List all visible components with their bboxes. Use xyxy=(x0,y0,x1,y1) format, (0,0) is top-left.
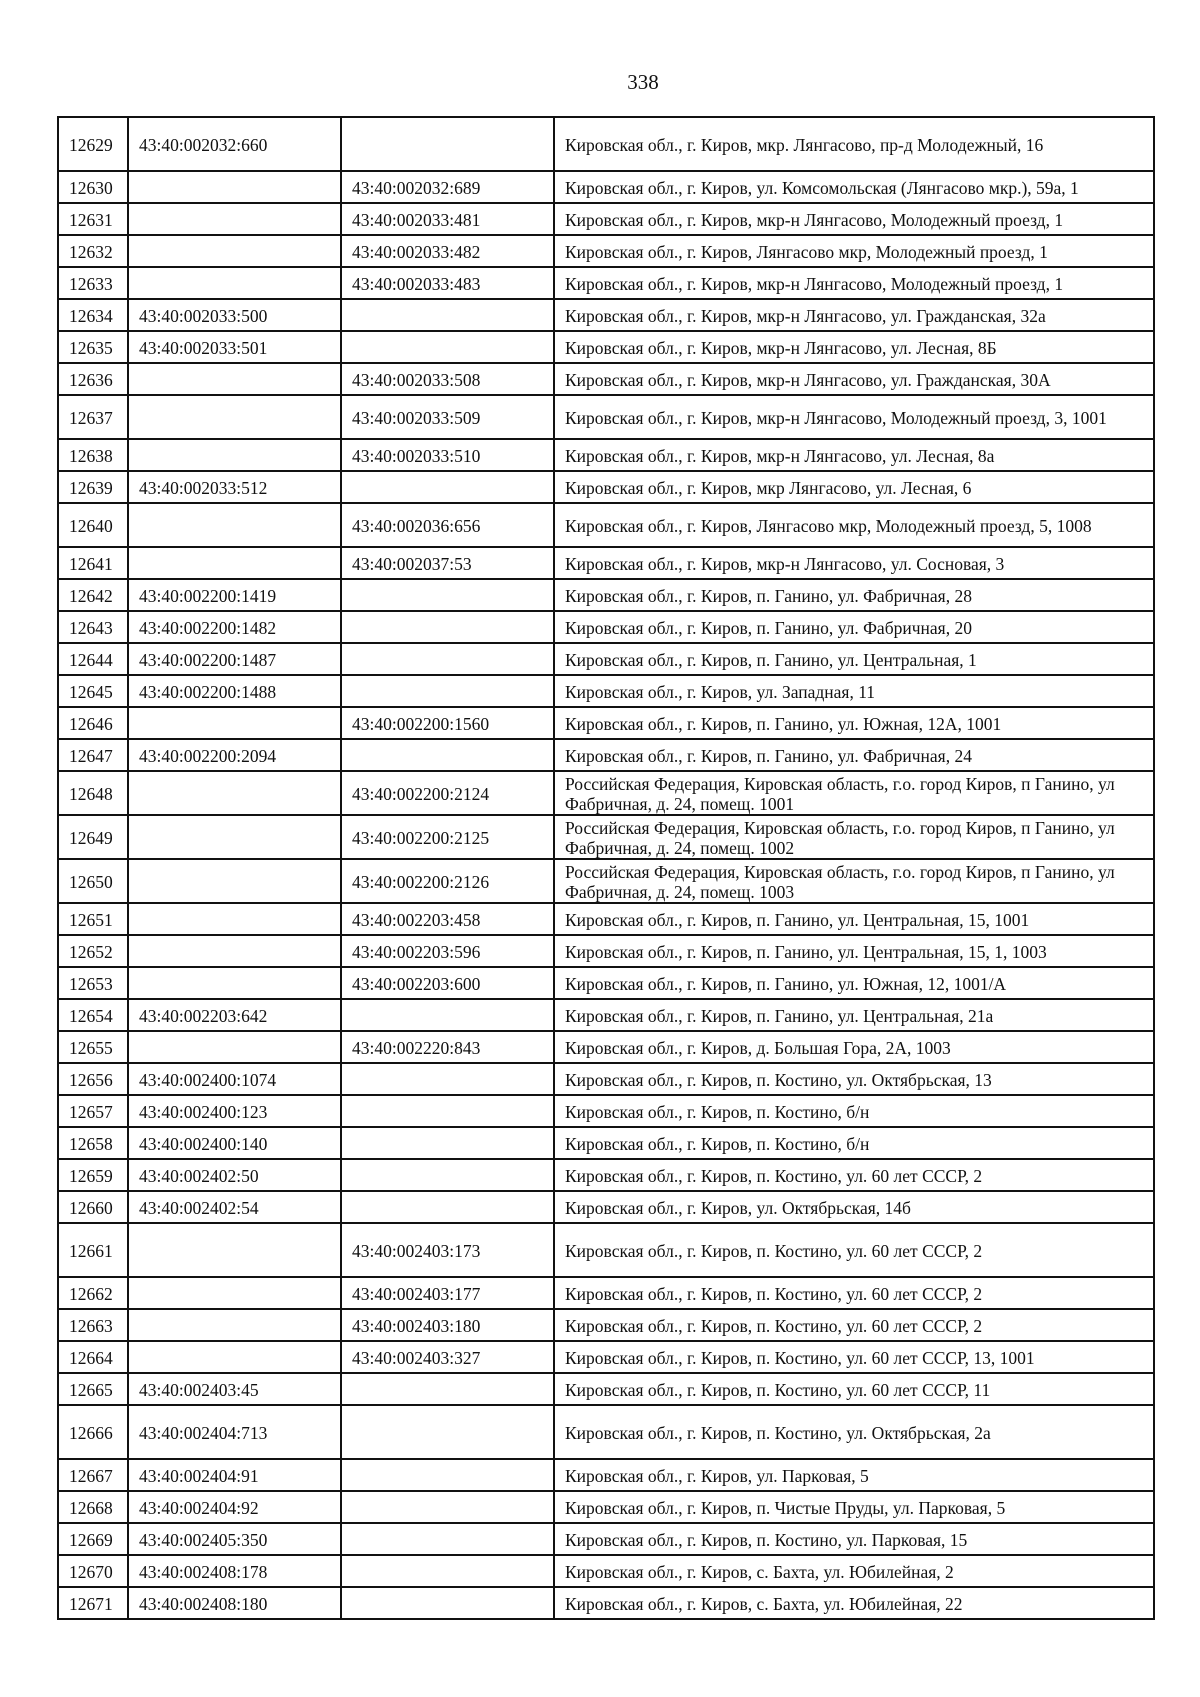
table-row xyxy=(58,771,1154,815)
land-cadastral-number-cell: 43:40:002403:45 xyxy=(128,1373,341,1405)
address-cell: Кировская обл., г. Киров, д. Большая Гора, 2А, 1003 xyxy=(554,1031,1154,1063)
address-cell: Кировская обл., г. Киров, с. Бахта, ул. Юбилейная, 2 xyxy=(554,1555,1154,1587)
building-cadastral-number-cell: 43:40:002033:509 xyxy=(341,395,554,439)
land-cadastral-number-cell: 43:40:002203:642 xyxy=(128,999,341,1031)
row-number-cell: 12662 xyxy=(58,1277,128,1309)
row-number-cell: 12636 xyxy=(58,363,128,395)
row-number-cell: 12656 xyxy=(58,1063,128,1095)
building-cadastral-number-cell xyxy=(341,1063,554,1095)
address-cell: Кировская обл., г. Киров, п. Ганино, ул. Фабричная, 20 xyxy=(554,611,1154,643)
table-row xyxy=(58,299,1154,331)
table-row xyxy=(58,935,1154,967)
building-cadastral-number-cell xyxy=(341,1459,554,1491)
registry-table xyxy=(57,116,1155,1620)
building-cadastral-number-cell xyxy=(341,331,554,363)
table-row xyxy=(58,439,1154,471)
building-cadastral-number-cell xyxy=(341,1491,554,1523)
building-cadastral-number-cell: 43:40:002037:53 xyxy=(341,547,554,579)
table-row xyxy=(58,1341,1154,1373)
land-cadastral-number-cell xyxy=(128,967,341,999)
address-cell: Кировская обл., г. Киров, п. Костино, ул. 60 лет СССР, 2 xyxy=(554,1223,1154,1277)
row-number-cell: 12644 xyxy=(58,643,128,675)
address-cell: Кировская обл., г. Киров, п. Ганино, ул. Фабричная, 24 xyxy=(554,739,1154,771)
building-cadastral-number-cell xyxy=(341,1127,554,1159)
row-number-cell: 12629 xyxy=(58,117,128,171)
table-row xyxy=(58,859,1154,903)
land-cadastral-number-cell: 43:40:002033:500 xyxy=(128,299,341,331)
address-cell: Кировская обл., г. Киров, мкр-н Лянгасово, ул. Гражданская, 30А xyxy=(554,363,1154,395)
land-cadastral-number-cell xyxy=(128,1309,341,1341)
table-row xyxy=(58,611,1154,643)
building-cadastral-number-cell xyxy=(341,1587,554,1619)
row-number-cell: 12648 xyxy=(58,771,128,815)
address-cell: Российская Федерация, Кировская область, г.о. город Киров, п Ганино, ул Фабричная, д. 24, помещ. 1002 xyxy=(554,815,1154,859)
building-cadastral-number-cell: 43:40:002203:596 xyxy=(341,935,554,967)
address-cell: Кировская обл., г. Киров, п. Костино, ул. Октябрьская, 13 xyxy=(554,1063,1154,1095)
address-cell: Кировская обл., г. Киров, п. Ганино, ул. Фабричная, 28 xyxy=(554,579,1154,611)
table-row xyxy=(58,1277,1154,1309)
building-cadastral-number-cell: 43:40:002033:481 xyxy=(341,203,554,235)
table-row xyxy=(58,999,1154,1031)
table-row xyxy=(58,1159,1154,1191)
address-cell: Кировская обл., г. Киров, Лянгасово мкр, Молодежный проезд, 1 xyxy=(554,235,1154,267)
row-number-cell: 12642 xyxy=(58,579,128,611)
table-row xyxy=(58,903,1154,935)
address-cell: Кировская обл., г. Киров, п. Костино, б/н xyxy=(554,1127,1154,1159)
land-cadastral-number-cell xyxy=(128,903,341,935)
building-cadastral-number-cell: 43:40:002200:1560 xyxy=(341,707,554,739)
land-cadastral-number-cell: 43:40:002405:350 xyxy=(128,1523,341,1555)
building-cadastral-number-cell: 43:40:002033:483 xyxy=(341,267,554,299)
table-row xyxy=(58,643,1154,675)
address-cell: Кировская обл., г. Киров, с. Бахта, ул. Юбилейная, 22 xyxy=(554,1587,1154,1619)
land-cadastral-number-cell xyxy=(128,1223,341,1277)
building-cadastral-number-cell xyxy=(341,611,554,643)
land-cadastral-number-cell xyxy=(128,935,341,967)
row-number-cell: 12668 xyxy=(58,1491,128,1523)
building-cadastral-number-cell xyxy=(341,739,554,771)
table-row xyxy=(58,1587,1154,1619)
table-row xyxy=(58,1127,1154,1159)
building-cadastral-number-cell xyxy=(341,1159,554,1191)
row-number-cell: 12632 xyxy=(58,235,128,267)
table-row xyxy=(58,1523,1154,1555)
land-cadastral-number-cell: 43:40:002408:180 xyxy=(128,1587,341,1619)
row-number-cell: 12655 xyxy=(58,1031,128,1063)
address-cell: Кировская обл., г. Киров, Лянгасово мкр, Молодежный проезд, 5, 1008 xyxy=(554,503,1154,547)
address-cell: Кировская обл., г. Киров, ул. Комсомольская (Лянгасово мкр.), 59а, 1 xyxy=(554,171,1154,203)
row-number-cell: 12649 xyxy=(58,815,128,859)
address-cell: Кировская обл., г. Киров, мкр-н Лянгасово, ул. Сосновая, 3 xyxy=(554,547,1154,579)
address-cell: Кировская обл., г. Киров, мкр Лянгасово, ул. Лесная, 6 xyxy=(554,471,1154,503)
table-row xyxy=(58,675,1154,707)
page-number: 338 xyxy=(627,70,659,94)
building-cadastral-number-cell: 43:40:002203:600 xyxy=(341,967,554,999)
table-row xyxy=(58,1555,1154,1587)
address-cell: Кировская обл., г. Киров, мкр-н Лянгасово, Молодежный проезд, 3, 1001 xyxy=(554,395,1154,439)
building-cadastral-number-cell: 43:40:002032:689 xyxy=(341,171,554,203)
address-cell: Кировская обл., г. Киров, п. Костино, ул. 60 лет СССР, 2 xyxy=(554,1159,1154,1191)
address-cell: Кировская обл., г. Киров, п. Костино, ул. Октябрьская, 2а xyxy=(554,1405,1154,1459)
land-cadastral-number-cell xyxy=(128,171,341,203)
land-cadastral-number-cell xyxy=(128,859,341,903)
address-cell: Кировская обл., г. Киров, п. Костино, ул. 60 лет СССР, 13, 1001 xyxy=(554,1341,1154,1373)
land-cadastral-number-cell: 43:40:002200:1488 xyxy=(128,675,341,707)
table-row xyxy=(58,1191,1154,1223)
row-number-cell: 12667 xyxy=(58,1459,128,1491)
land-cadastral-number-cell xyxy=(128,1277,341,1309)
row-number-cell: 12634 xyxy=(58,299,128,331)
row-number-cell: 12663 xyxy=(58,1309,128,1341)
address-cell: Кировская обл., г. Киров, ул. Парковая, 5 xyxy=(554,1459,1154,1491)
row-number-cell: 12653 xyxy=(58,967,128,999)
table-row xyxy=(58,739,1154,771)
row-number-cell: 12659 xyxy=(58,1159,128,1191)
land-cadastral-number-cell: 43:40:002402:50 xyxy=(128,1159,341,1191)
building-cadastral-number-cell xyxy=(341,471,554,503)
land-cadastral-number-cell: 43:40:002200:1482 xyxy=(128,611,341,643)
address-cell: Кировская обл., г. Киров, п. Ганино, ул. Южная, 12, 1001/А xyxy=(554,967,1154,999)
table-row xyxy=(58,1309,1154,1341)
land-cadastral-number-cell: 43:40:002032:660 xyxy=(128,117,341,171)
address-cell: Кировская обл., г. Киров, п. Ганино, ул. Центральная, 21а xyxy=(554,999,1154,1031)
address-cell: Кировская обл., г. Киров, мкр. Лянгасово, пр-д Молодежный, 16 xyxy=(554,117,1154,171)
table-row xyxy=(58,395,1154,439)
row-number-cell: 12640 xyxy=(58,503,128,547)
row-number-cell: 12645 xyxy=(58,675,128,707)
table-row xyxy=(58,707,1154,739)
row-number-cell: 12666 xyxy=(58,1405,128,1459)
building-cadastral-number-cell: 43:40:002033:508 xyxy=(341,363,554,395)
table-row xyxy=(58,1491,1154,1523)
land-cadastral-number-cell: 43:40:002402:54 xyxy=(128,1191,341,1223)
land-cadastral-number-cell xyxy=(128,395,341,439)
land-cadastral-number-cell xyxy=(128,707,341,739)
table-row xyxy=(58,471,1154,503)
row-number-cell: 12660 xyxy=(58,1191,128,1223)
address-cell: Кировская обл., г. Киров, ул. Октябрьская, 14б xyxy=(554,1191,1154,1223)
land-cadastral-number-cell xyxy=(128,1341,341,1373)
land-cadastral-number-cell: 43:40:002033:512 xyxy=(128,471,341,503)
row-number-cell: 12633 xyxy=(58,267,128,299)
building-cadastral-number-cell xyxy=(341,117,554,171)
building-cadastral-number-cell: 43:40:002033:510 xyxy=(341,439,554,471)
table-row xyxy=(58,203,1154,235)
land-cadastral-number-cell xyxy=(128,1031,341,1063)
address-cell: Кировская обл., г. Киров, п. Ганино, ул. Центральная, 15, 1, 1003 xyxy=(554,935,1154,967)
table-row xyxy=(58,1223,1154,1277)
row-number-cell: 12630 xyxy=(58,171,128,203)
building-cadastral-number-cell: 43:40:002403:327 xyxy=(341,1341,554,1373)
building-cadastral-number-cell xyxy=(341,299,554,331)
row-number-cell: 12671 xyxy=(58,1587,128,1619)
building-cadastral-number-cell xyxy=(341,1555,554,1587)
table-row xyxy=(58,579,1154,611)
row-number-cell: 12646 xyxy=(58,707,128,739)
row-number-cell: 12652 xyxy=(58,935,128,967)
building-cadastral-number-cell xyxy=(341,675,554,707)
table-row xyxy=(58,235,1154,267)
land-cadastral-number-cell: 43:40:002200:1419 xyxy=(128,579,341,611)
row-number-cell: 12651 xyxy=(58,903,128,935)
table-row xyxy=(58,1405,1154,1459)
row-number-cell: 12657 xyxy=(58,1095,128,1127)
row-number-cell: 12661 xyxy=(58,1223,128,1277)
land-cadastral-number-cell xyxy=(128,267,341,299)
row-number-cell: 12647 xyxy=(58,739,128,771)
row-number-cell: 12643 xyxy=(58,611,128,643)
land-cadastral-number-cell: 43:40:002400:1074 xyxy=(128,1063,341,1095)
building-cadastral-number-cell: 43:40:002220:843 xyxy=(341,1031,554,1063)
land-cadastral-number-cell xyxy=(128,439,341,471)
address-cell: Кировская обл., г. Киров, мкр-н Лянгасово, ул. Гражданская, 32а xyxy=(554,299,1154,331)
table-row xyxy=(58,547,1154,579)
row-number-cell: 12635 xyxy=(58,331,128,363)
row-number-cell: 12670 xyxy=(58,1555,128,1587)
address-cell: Кировская обл., г. Киров, мкр-н Лянгасово, Молодежный проезд, 1 xyxy=(554,203,1154,235)
table-row xyxy=(58,1095,1154,1127)
land-cadastral-number-cell: 43:40:002400:140 xyxy=(128,1127,341,1159)
table-row xyxy=(58,171,1154,203)
building-cadastral-number-cell xyxy=(341,579,554,611)
land-cadastral-number-cell: 43:40:002400:123 xyxy=(128,1095,341,1127)
row-number-cell: 12637 xyxy=(58,395,128,439)
land-cadastral-number-cell xyxy=(128,503,341,547)
row-number-cell: 12669 xyxy=(58,1523,128,1555)
table-row xyxy=(58,331,1154,363)
row-number-cell: 12631 xyxy=(58,203,128,235)
address-cell: Кировская обл., г. Киров, п. Костино, б/н xyxy=(554,1095,1154,1127)
building-cadastral-number-cell xyxy=(341,1523,554,1555)
building-cadastral-number-cell xyxy=(341,1191,554,1223)
address-cell: Кировская обл., г. Киров, п. Костино, ул. 60 лет СССР, 2 xyxy=(554,1309,1154,1341)
land-cadastral-number-cell: 43:40:002404:713 xyxy=(128,1405,341,1459)
table-row xyxy=(58,1373,1154,1405)
land-cadastral-number-cell: 43:40:002033:501 xyxy=(128,331,341,363)
land-cadastral-number-cell xyxy=(128,203,341,235)
address-cell: Кировская обл., г. Киров, п. Костино, ул. 60 лет СССР, 11 xyxy=(554,1373,1154,1405)
table-row xyxy=(58,117,1154,171)
address-cell: Кировская обл., г. Киров, ул. Западная, 11 xyxy=(554,675,1154,707)
building-cadastral-number-cell: 43:40:002036:656 xyxy=(341,503,554,547)
building-cadastral-number-cell: 43:40:002200:2125 xyxy=(341,815,554,859)
row-number-cell: 12658 xyxy=(58,1127,128,1159)
address-cell: Кировская обл., г. Киров, п. Ганино, ул. Центральная, 15, 1001 xyxy=(554,903,1154,935)
address-cell: Кировская обл., г. Киров, п. Костино, ул. Парковая, 15 xyxy=(554,1523,1154,1555)
row-number-cell: 12639 xyxy=(58,471,128,503)
address-cell: Кировская обл., г. Киров, мкр-н Лянгасово, ул. Лесная, 8Б xyxy=(554,331,1154,363)
address-cell: Кировская обл., г. Киров, мкр-н Лянгасово, Молодежный проезд, 1 xyxy=(554,267,1154,299)
land-cadastral-number-cell xyxy=(128,235,341,267)
building-cadastral-number-cell xyxy=(341,1095,554,1127)
row-number-cell: 12650 xyxy=(58,859,128,903)
building-cadastral-number-cell xyxy=(341,999,554,1031)
land-cadastral-number-cell xyxy=(128,771,341,815)
table-row xyxy=(58,1459,1154,1491)
registry-rows xyxy=(58,117,1154,1619)
address-cell: Кировская обл., г. Киров, мкр-н Лянгасово, ул. Лесная, 8а xyxy=(554,439,1154,471)
land-cadastral-number-cell: 43:40:002404:92 xyxy=(128,1491,341,1523)
table-row xyxy=(58,503,1154,547)
land-cadastral-number-cell: 43:40:002200:2094 xyxy=(128,739,341,771)
table-row xyxy=(58,1031,1154,1063)
row-number-cell: 12641 xyxy=(58,547,128,579)
building-cadastral-number-cell: 43:40:002200:2124 xyxy=(341,771,554,815)
building-cadastral-number-cell xyxy=(341,1373,554,1405)
address-cell: Кировская обл., г. Киров, п. Костино, ул. 60 лет СССР, 2 xyxy=(554,1277,1154,1309)
table-row xyxy=(58,815,1154,859)
land-cadastral-number-cell: 43:40:002200:1487 xyxy=(128,643,341,675)
building-cadastral-number-cell: 43:40:002403:173 xyxy=(341,1223,554,1277)
land-cadastral-number-cell xyxy=(128,363,341,395)
building-cadastral-number-cell xyxy=(341,1405,554,1459)
land-cadastral-number-cell: 43:40:002408:178 xyxy=(128,1555,341,1587)
building-cadastral-number-cell: 43:40:002403:180 xyxy=(341,1309,554,1341)
address-cell: Российская Федерация, Кировская область, г.о. город Киров, п Ганино, ул Фабричная, д. 24, помещ. 1001 xyxy=(554,771,1154,815)
row-number-cell: 12638 xyxy=(58,439,128,471)
land-cadastral-number-cell xyxy=(128,815,341,859)
table-row xyxy=(58,363,1154,395)
row-number-cell: 12664 xyxy=(58,1341,128,1373)
building-cadastral-number-cell: 43:40:002403:177 xyxy=(341,1277,554,1309)
table-row xyxy=(58,267,1154,299)
row-number-cell: 12654 xyxy=(58,999,128,1031)
land-cadastral-number-cell: 43:40:002404:91 xyxy=(128,1459,341,1491)
table-row xyxy=(58,1063,1154,1095)
building-cadastral-number-cell xyxy=(341,643,554,675)
table-row xyxy=(58,967,1154,999)
address-cell: Кировская обл., г. Киров, п. Ганино, ул. Центральная, 1 xyxy=(554,643,1154,675)
building-cadastral-number-cell: 43:40:002200:2126 xyxy=(341,859,554,903)
address-cell: Кировская обл., г. Киров, п. Чистые Пруды, ул. Парковая, 5 xyxy=(554,1491,1154,1523)
land-cadastral-number-cell xyxy=(128,547,341,579)
address-cell: Кировская обл., г. Киров, п. Ганино, ул. Южная, 12А, 1001 xyxy=(554,707,1154,739)
row-number-cell: 12665 xyxy=(58,1373,128,1405)
building-cadastral-number-cell: 43:40:002203:458 xyxy=(341,903,554,935)
address-cell: Российская Федерация, Кировская область, г.о. город Киров, п Ганино, ул Фабричная, д. 24, помещ. 1003 xyxy=(554,859,1154,903)
building-cadastral-number-cell: 43:40:002033:482 xyxy=(341,235,554,267)
